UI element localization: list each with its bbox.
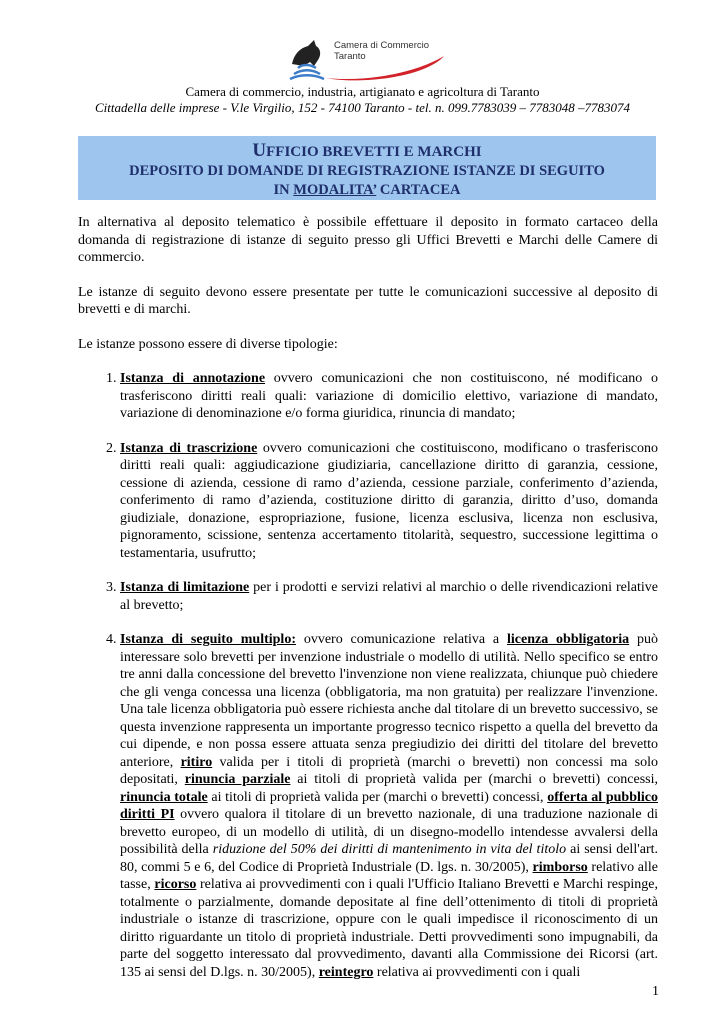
banner-line3-post: CARTACEA <box>376 182 461 198</box>
item4-text: ai titoli di proprietà valida per (marchi o brevetti) concessi, <box>290 772 658 787</box>
item4-keyword: rimborso <box>532 859 588 875</box>
list-item-text: per i prodotti e servizi relativi al marchio o delle rivendicazioni relative al brevetto; <box>120 580 658 613</box>
item4-text: valida per i titoli di proprietà (marchi o brevetti) non concessi ma solo depositati, <box>120 754 659 787</box>
item4-keyword: offerta al pubblico diritti PI <box>120 789 659 822</box>
item4-keyword: rinuncia totale <box>120 789 208 805</box>
item4-keyword: ricorso <box>154 877 197 892</box>
page-number: 1 <box>652 984 659 999</box>
list-item <box>120 440 658 563</box>
list-item-term: Istanza di annotazione <box>120 371 266 386</box>
list-item <box>120 631 658 981</box>
list-item-term: Istanza di seguito multiplo: <box>120 632 296 647</box>
banner-line3-pre: IN <box>273 182 294 198</box>
item4-keyword: ritiro <box>180 754 213 770</box>
item4-text: ovvero comunicazione relativa a <box>295 632 507 647</box>
item4-text: ai titoli di proprietà valida per (marchi o brevetti) concessi, <box>207 789 548 805</box>
list-item-text: ovvero comunicazioni che costituiscono, modificano o trasferiscono diritti reali quali: aggiudicazione giudiziaria, cancellazione diritto di garanzia, cessione, cessione di azienda, cessione di ramo d’azienda, cessione parziale, conferimento d’azienda, conferimento di ramo d’azienda, costituzione diritto di garanzia, diritto d’uso, domanda giudiziale, donazione, espropriazione, fusione, licenza esclusiva, licenza non esclusiva, pignoramento, scissione, sentenza accertamento titolarità, sequestro, successione legittima o testamentaria, usufrutto; <box>120 440 658 561</box>
logo-line2: Taranto <box>334 51 366 62</box>
office-title-initial: U <box>252 140 267 161</box>
banner-line3-underlined: MODALITA’ <box>293 182 377 198</box>
list-item <box>120 370 658 423</box>
item4-text: relativo alle tasse, <box>120 859 659 892</box>
item4-text: può interessare solo brevetti per invenzione industriale o modello di utilità. Nello specifico se entro tre anni dalla concessione del brevetto l'invenzione non viene realizzata, chiunque può chiedere che gli venga concessa una licenza (obbligatoria, ma non gratuita) per realizzare l'invenzione. Una tale licenza obbligatoria può essere richiesta anche dal titolare di un brevetto successivo, se questa invenzione rappresenta un importante progresso tecnico rispetto a quella del brevetto da cui dipende, e non possa essere attuata senza pregiudizio dei diritti del titolare del brevetto anteriore, <box>120 632 658 770</box>
logo-line1: Camera di Commercio <box>334 40 430 51</box>
header-institution: Camera di commercio, industria, artigianato e agricoltura di Taranto <box>185 84 540 99</box>
item4-text: relativa ai provvedimenti con i quali l'Ufficio Italiano Brevetti e Marchi respinge, totalmente o parzialmente, domande depositate al fine dell’ottenimento di titoli di proprietà industriale o istanze di trascrizione, oppure con le quali impedisce il riconoscimento di un diritto riguardante un titolo di proprietà industriale. Detti provvedimenti sono impugnabili, da parte del soggetto interessato dal provvedimento, davanti alla Commissione dei Ricorsi (art. 135 ai sensi del D.lgs. n. 30/2005), <box>120 877 658 980</box>
banner-subtitle-line1: DEPOSITO DI DOMANDE DI REGISTRAZIONE ISTANZE DI SEGUITO <box>129 163 605 179</box>
item4-italic: riduzione del 50% dei diritti di mantenimento in vita del titolo <box>212 842 567 857</box>
item4-keyword: rinuncia parziale <box>184 772 291 787</box>
item4-text: relativa ai provvedimenti con i quali <box>373 964 581 980</box>
title-banner <box>78 136 656 200</box>
instance-types-list <box>78 370 658 981</box>
item4-text: ai sensi dell'art. 80, commi 5 e 6, del Codice di Proprietà Industriale (D. lgs. n. 30/2005), <box>120 842 658 875</box>
office-title <box>78 140 656 162</box>
list-item <box>120 579 658 614</box>
item4-keyword: reintegro <box>318 964 374 980</box>
office-title-rest: FFICIO BREVETTI E MARCHI <box>266 144 482 160</box>
list-item-term: Istanza di trascrizione <box>120 440 258 456</box>
chamber-logo <box>284 34 454 82</box>
item4-keyword: licenza obbligatoria <box>506 632 630 647</box>
list-item-text: ovvero comunicazioni che non costituiscono, né modificano o trasferiscono diritti reali quali: variazione di domicilio elettivo, variazione di mandato, variazione di denominazione e/o forma giuridica, rinuncia di mandato; <box>120 371 658 421</box>
paragraph: Le istanze possono essere di diverse tipologie: <box>78 336 338 352</box>
paragraph: Le istanze di seguito devono essere presentate per tutte le comunicazioni successive al deposito di brevetti e di marchi. <box>78 284 658 317</box>
list-item-term: Istanza di limitazione <box>120 580 250 595</box>
logo-text <box>334 40 429 62</box>
document-body <box>78 214 658 998</box>
banner-subtitle-line2 <box>78 181 656 200</box>
paragraph: In alternativa al deposito telematico è possibile effettuare il deposito in formato cartaceo della domanda di registrazione di istanze di seguito presso gli Uffici Brevetti e Marchi delle Camere di commercio. <box>78 215 658 265</box>
item4-text: ovvero qualora il titolare di un brevetto nazionale, di una traduzione nazionale di brevetto europeo, di un modello di utilità, di un disegno-modello intendesse avvalersi della possibilità della <box>120 807 658 857</box>
header-address: Cittadella delle imprese - V.le Virgilio, 152 - 74100 Taranto - tel. n. 099.7783039 – 7783048 –7783074 <box>94 100 631 115</box>
